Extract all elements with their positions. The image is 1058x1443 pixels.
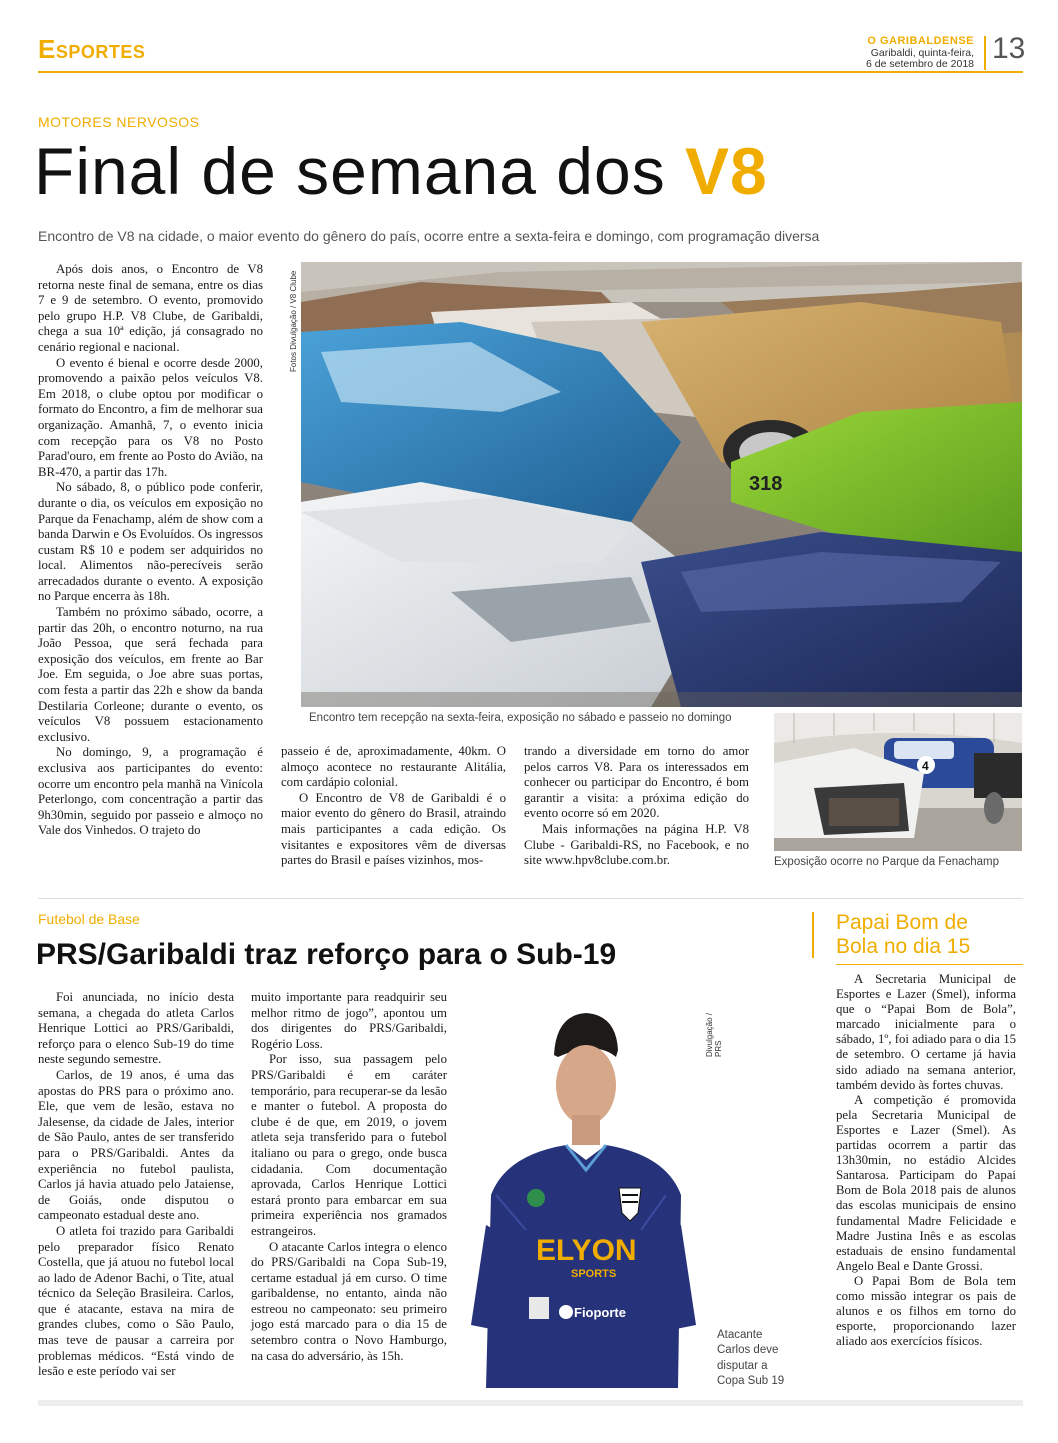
caption-line: Copa Sub 19 bbox=[717, 1375, 785, 1388]
paragraph: passeio é de, aproximadamente, 40km. O almoço acontece no restaurante Alitália, com cardápio colonial. bbox=[281, 744, 506, 790]
page-number: 13 bbox=[992, 32, 1026, 65]
paragraph: Também no próximo sábado, ocorre, a partir das 20h, o encontro noturno, na rua João Pessoa, que será fechada para exposição dos veículos, em frente ao Bar Joe. Em seguida, o Joe abre suas portas, com festa a partir das 22h e show da banda Destilaria Corleone; durante o evento, os veículos V8 possuem estacionamento exclusivo. bbox=[38, 605, 263, 744]
svg-text:4: 4 bbox=[922, 759, 929, 773]
lead-photo-credit: Fotos Divulgação / V8 Clube bbox=[289, 270, 298, 372]
caption-line: Carlos deve bbox=[717, 1344, 779, 1357]
paragraph: Por isso, sua passagem pelo PRS/Garibaldi é em caráter temporário, para recuperar-se da lesão e manter o futebol. A proposta do clube é de que, em 2019, o jovem atleta seja transferido para o futebol italiano ou para o grego, onde busca cidadania. Com documentação aprovada, Carlos Henrique Lottici estará pronto para embarcar em sua primeira experiência nos gramados estrangeiros. bbox=[251, 1052, 447, 1238]
paragraph: O atleta foi trazido para Garibaldi pelo preparador físico Renato Costella, que já atuou no futebol local ao lado de Adenor Bachi, o Tite, atual técnico da Seleção Brasileira. Carlos, que é atacante, estava na mira de grandes clubes, como o São Paulo, mas teve de pausar a carreira por problemas médicos. “Está vindo de lesão e este período vai ser bbox=[38, 1223, 234, 1379]
fenachamp-exhibition-photo bbox=[774, 713, 1022, 851]
small-photo-caption: Exposição ocorre no Parque da Fenachamp bbox=[774, 856, 1000, 868]
paragraph: trando a diversidade em torno do amor pelos carros V8. Para os interessados em conhecer ou participar do Encontro, é bom garantir a visita: a próxima edição do evento ocorre só em 2020. bbox=[524, 744, 749, 821]
caption-line: Atacante bbox=[717, 1329, 763, 1341]
paragraph: muito importante para readquirir seu melhor ritmo de jogo”, apontou um dos dirigentes do PRS/Garibaldi, Rogério Loss. bbox=[251, 990, 447, 1051]
lead-headline-highlight: V8 bbox=[685, 134, 768, 208]
sidebar-rule bbox=[836, 964, 1023, 965]
player-photo-credit: Divulgação / PRS bbox=[705, 1012, 723, 1057]
second-headline: PRS/Garibaldi traz reforço para o Sub-19 bbox=[36, 938, 617, 971]
section-title: Esportes bbox=[38, 34, 146, 64]
lead-headline bbox=[34, 132, 768, 211]
paragraph: O evento é bienal e ocorre desde 2000, promovendo a paixão pelos veículos V8. Em 2018, o clube optou por modificar o formato do Encontro, a fim de melhorar sua organização. Amanhã, 7, o evento inicia com recepção para os V8 no Posto Parad'ouro, em frente ao Posto do Avião, na BR-470, a partir das 17h. bbox=[38, 355, 263, 479]
dateline-2: 6 de setembro de 2018 bbox=[866, 57, 974, 70]
paragraph: O Papai Bom de Bola tem como missão integrar os pais de alunos e os filhos em torno do esporte, proporcionando lazer aliado aos exercícios físicos. bbox=[836, 1273, 1016, 1349]
jersey-sponsor: Fioporte bbox=[574, 1305, 626, 1320]
player-photo-caption bbox=[717, 1328, 802, 1390]
lead-kicker: MOTORES NERVOSOS bbox=[38, 114, 200, 130]
second-column-2 bbox=[251, 990, 447, 1364]
second-kicker: Futebol de Base bbox=[38, 911, 140, 927]
paragraph: O atacante Carlos integra o elenco do PRS/Garibaldi na Copa Sub-19, certame estadual já em curso. O time garibaldense, no entanto, ainda não estreou no campeonato: seu primeiro jogo está marcado para o dia 15 de setembro contra o Novo Hamburgo, na casa do adversário, às 15h. bbox=[251, 1239, 447, 1363]
page-number-divider bbox=[984, 36, 986, 70]
section-rule bbox=[38, 71, 1023, 73]
sidebar-body bbox=[836, 972, 1016, 1349]
paragraph: No domingo, 9, a programação é exclusiva aos participantes do evento: ocorre um encontro pela manhã na Vinícola Peterlongo, com concentração a partir das 9h30min, seguido por passeio e almoço no Vale dos Vinhedos. O trajeto do bbox=[38, 745, 263, 838]
footer-rule bbox=[38, 1400, 1023, 1406]
jersey-brand: ELYON bbox=[536, 1234, 637, 1267]
lead-photo-caption: Encontro tem recepção na sexta-feira, exposição no sábado e passeio no domingo bbox=[309, 712, 732, 724]
paragraph: Após dois anos, o Encontro de V8 retorna neste final de semana, entre os dias 7 e 9 de setembro. O evento, promovido pelo grupo H.P. V8 Clube, de Garibaldi, chega a sua 10ª edição, já consagrado no cenário regional e nacional. bbox=[38, 262, 263, 354]
paragraph: A Secretaria Municipal de Esportes e Lazer (Smel), informa que o “Papai Bom de Bola”, marcado inicialmente para o sábado, 1º, foi adiado para o dia 15 de setembro. O certame já havia sido adiado na semana anterior, também devido às fortes chuvas. bbox=[836, 972, 1016, 1092]
paragraph: No sábado, 8, o público pode conferir, durante o dia, os veículos em exposição no Parque da Fenachamp, além de show com a banda Darwin e Os Evoluídos. Os ingressos custam R$ 10 e podem ser adquiridos no local. Alimentos não-perecíveis serão arrecadados durante o evento. A exposição no Parque encerra às 18h. bbox=[38, 480, 263, 604]
paper-name: O GARIBALDENSE bbox=[867, 35, 974, 47]
lead-subtitle: Encontro de V8 na cidade, o maior evento do gênero do país, ocorre entre a sexta-feira e domingo, com programação diversa bbox=[38, 228, 820, 244]
svg-text:318: 318 bbox=[749, 473, 783, 495]
paragraph: O Encontro de V8 de Garibaldi é o maior evento do gênero do Brasil, atraindo mais participantes a cada edição. Os visitantes e expositores vêm de diversas partes do Brasil e países vizinhos, mos- bbox=[281, 790, 506, 868]
paragraph: A competição é promovida pela Secretaria Municipal de Esportes e Lazer (Smel). As partidas ocorrem a partir das 13h30min, no estádio Alcides Santarosa. Participam do Papai Bom de Bola 2018 pais de alunos das escolas municipais de ensino fundamental Madre Felicidade e Madre Justina Inês e as escolas estaduais de ensino fundamental Angelo Beal e Dante Grossi. bbox=[836, 1092, 1016, 1273]
player-photo bbox=[466, 995, 698, 1388]
jersey-brand-sub: SPORTS bbox=[571, 1268, 617, 1280]
sidebar-title-line: Papai Bom de bbox=[836, 911, 968, 934]
section-divider bbox=[38, 898, 1023, 899]
sidebar-accent-bar bbox=[812, 912, 814, 958]
dateline-1: Garibaldi, quinta-feira, bbox=[870, 46, 974, 59]
lead-column-2 bbox=[281, 744, 506, 869]
second-column-1 bbox=[38, 990, 234, 1380]
paper-masthead bbox=[866, 36, 974, 70]
paragraph: Carlos, de 19 anos, é uma das apostas do PRS para o próximo ano. Ele, que vem de lesão, estava no Jalesense, da cidade de Jales, interior de São Paulo, antes de ser transferido para o PRS/Garibaldi. Antes da experiência no futebol paulista, Carlos já havia atuado pelo Jataiense, de Goiás, onde disputou o campeonato estadual deste ano. bbox=[38, 1067, 234, 1223]
sidebar-title bbox=[836, 911, 970, 959]
lead-column-1 bbox=[38, 262, 263, 839]
lead-column-3 bbox=[524, 744, 749, 869]
caption-line: disputar a bbox=[717, 1359, 768, 1372]
paragraph: Mais informações na página H.P. V8 Clube - Garibaldi-RS, no Facebook, e no site www.hpv8clube.com.br. bbox=[524, 821, 749, 868]
sidebar-title-line: Bola no dia 15 bbox=[836, 935, 971, 958]
paragraph: Foi anunciada, no início desta semana, a chegada do atleta Carlos Henrique Lottici ao PRS/Garibaldi, reforço para o elenco Sub-19 do time neste segundo semestre. bbox=[38, 990, 234, 1067]
lead-headline-main: Final de semana dos bbox=[34, 134, 686, 208]
car-exhibition-photo bbox=[301, 262, 1022, 707]
